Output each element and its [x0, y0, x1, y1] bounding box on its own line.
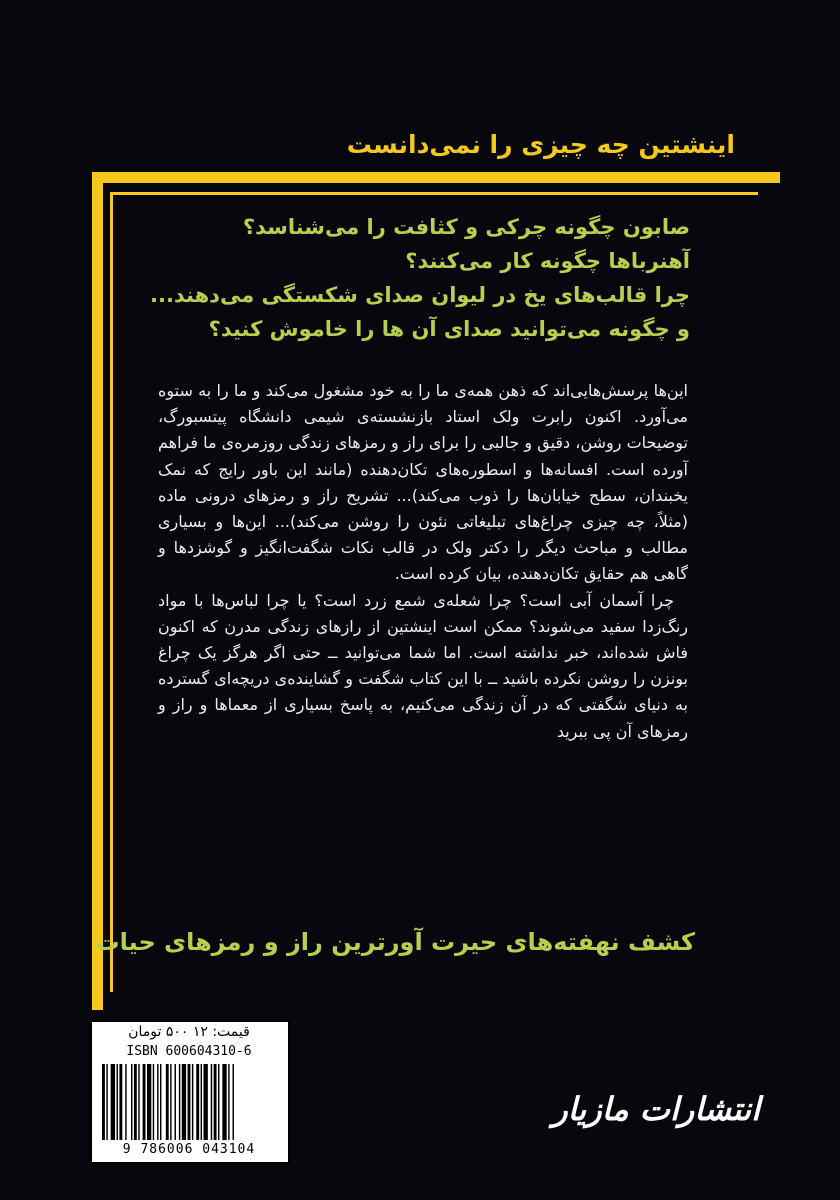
frame-outer-top	[92, 172, 780, 183]
blurb-body	[158, 378, 688, 745]
frame-inner-top	[110, 192, 758, 195]
isbn-text: ISBN 600604310-6	[126, 1044, 252, 1059]
frame-inner-left	[110, 192, 113, 992]
question-line: چرا قالب‌های یخ در لیوان صدای شکستگی می‌دهند...	[149, 283, 690, 307]
question-line: و چگونه می‌توانید صدای آن ها را خاموش کنید؟	[208, 317, 690, 341]
barcode-label	[90, 1020, 290, 1164]
question-line: آهنرباها چگونه کار می‌کنند؟	[405, 249, 690, 273]
question-list	[130, 210, 690, 346]
blurb-paragraph: چرا آسمان آبی است؟ چرا شعله‌ی شمع زرد است؟ یا چرا لباس‌ها با مواد رنگ‌زدا سفید می‌شوند؟ ممکن است اینشتین از رازهای زندگی مدرن که اکنون فاش شده‌اند، خبر نداشته است. اما شما می‌توانید ــ حتی اگر هرگز یک چراغ بونزن را روشن نکرده باشید ــ با این کتاب شگفت و گشاینده‌ی دریچه‌ای گسترده به دنیای شگفتی که در آن زندگی می‌کنیم، به پاسخ بسیاری از معماها و راز و رمزهای آن پی ببرید	[158, 590, 688, 741]
tagline: کشف نهفته‌های حیرت آورترین راز و رمزهای حیات	[95, 928, 695, 956]
publisher-logo: انتشارات مازیار	[552, 1090, 760, 1128]
barcode-icon	[100, 1064, 280, 1142]
question-line: صابون چگونه چرکی و کثافت را می‌شناسد؟	[242, 215, 690, 239]
frame-cap	[760, 172, 780, 183]
price-text: قیمت: ۱۲ ۵۰۰ تومان	[128, 1024, 250, 1040]
book-title: اینشتین چه چیزی را نمی‌دانست	[346, 130, 735, 159]
barcode-number: 9 786006 043104	[122, 1142, 256, 1157]
blurb-paragraph: این‌ها پرسش‌هایی‌اند که ذهن همه‌ی ما را به خود مشغول می‌کند و ما را به ستوه می‌آورد. اکنون رابرت ولک استاد بازنشسته‌ی شیمی دانشگاه پیتسبورگ، توضیحات روشن، دقیق و جالبی را برای راز و رمزهای زندگی روزمره‌ی ما فراهم آورده است. افسانه‌ها و اسطوره‌های تکان‌دهنده (مانند این باور رایج که نمک یخبندان، سطح خیابان‌ها را ذوب می‌کند)... تشریح راز و رمزهای درونی ماده (مثلاً، چه چیزی چراغ‌های تبلیغاتی نئون را روشن می‌کند)... این‌ها و بسیاری مطالب و مباحث دیگر را دکتر ولک در قالب نکات شگفت‌انگیز و گوشزدها و گاهی هم حقایق تکان‌دهنده، بیان کرده است.	[158, 381, 688, 584]
frame-outer-left	[92, 172, 103, 1010]
